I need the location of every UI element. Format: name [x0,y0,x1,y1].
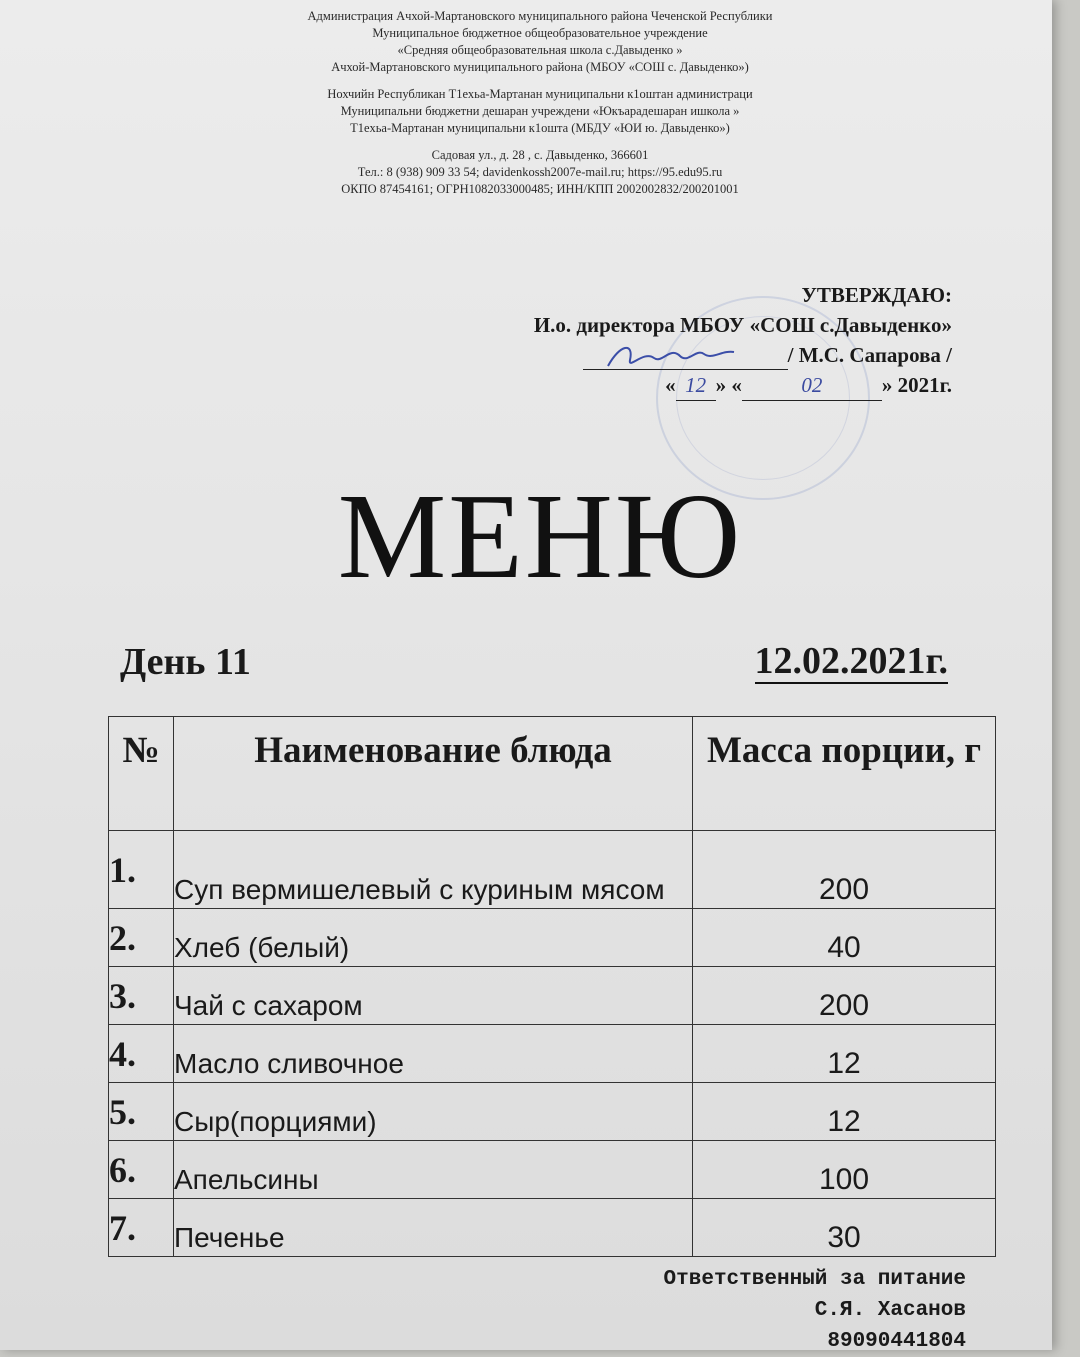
portion-mass: 30 [693,1199,996,1257]
table-row [109,1141,996,1199]
portion-mass: 200 [693,967,996,1025]
row-number: 6. [109,1141,174,1199]
approval-title: УТВЕРЖДАЮ: [801,283,952,307]
letterhead-line: Тел.: 8 (938) 909 33 54; davidenkossh2007e-mail.ru; https://95.edu95.ru [357,165,723,179]
header-number: № [109,717,174,831]
approval-month: 02 [742,370,882,401]
page-title: МЕНЮ [337,469,743,604]
approval-year: » 2021г. [881,373,952,397]
menu-date: 12.02.2021г. [754,640,948,682]
letterhead-line: Садовая ул., д. 28 , с. Давыденко, 366601 [431,148,649,162]
portion-mass: 12 [693,1083,996,1141]
letterhead-line: ОКПО 87454161; ОГРН1082033000485; ИНН/КПП 2002002832/200201001 [341,182,739,196]
approval-block [392,280,952,401]
dish-name: Сыр(порциями) [174,1083,693,1141]
letterhead-line: «Средняя общеобразовательная школа с.Давыденко » [397,43,683,57]
table-row [109,909,996,967]
responsible-block [664,1264,966,1357]
approval-day: 12 [676,370,716,401]
day-label: День 11 [120,641,251,683]
table-row [109,1199,996,1257]
table-row [109,831,996,909]
dish-name: Хлеб (белый) [174,909,693,967]
table-header-row [109,717,996,831]
letterhead-line: Муниципальное бюджетное общеобразовательное учреждение [372,26,708,40]
portion-mass: 100 [693,1141,996,1199]
dish-name: Масло сливочное [174,1025,693,1083]
approval-date [392,370,952,401]
letterhead-line: Ачхой-Мартановского муниципального района (МБОУ «СОШ с. Давыденко») [331,60,749,74]
row-number: 1. [109,831,174,909]
letterhead-line: Администрация Ачхой-Мартановского муниципального района Чеченской Республики [307,9,773,23]
dish-name: Апельсины [174,1141,693,1199]
table-row [109,967,996,1025]
letterhead-line: Муниципальни бюджетни дешаран учреждени «Юкъарадешаран ишкола » [340,104,740,118]
table-row [109,1025,996,1083]
responsible-name: С.Я. Хасанов [814,1299,966,1322]
portion-mass: 12 [693,1025,996,1083]
approver-name: / М.С. Сапарова / [787,343,952,367]
responsible-label: Ответственный за питание [663,1268,966,1291]
dish-name: Печенье [174,1199,693,1257]
approval-position: И.о. директора МБОУ «СОШ с.Давыденко» [533,313,952,337]
header-dish-name: Наименование блюда [174,717,693,831]
letterhead-line: Т1ехьа-Мартанан муниципальни к1ошта (МБДУ «ЮИ ю. Давыденко») [350,121,730,135]
row-number: 4. [109,1025,174,1083]
row-number: 3. [109,967,174,1025]
dish-name: Суп вермишелевый с куриным мясом [174,831,693,909]
quote-mark: » « [715,373,742,397]
portion-mass: 40 [693,909,996,967]
quote-mark: « [665,373,676,397]
table-row [109,1083,996,1141]
responsible-phone: 89090441804 [827,1330,966,1353]
letterhead-line: Нохчийн Республикан Т1ехьа-Мартанан муниципальни к1оштан администраци [327,87,753,101]
row-number: 2. [109,909,174,967]
row-number: 7. [109,1199,174,1257]
dish-name: Чай с сахаром [174,967,693,1025]
header-portion-mass: Масса порции, г [693,717,996,831]
row-number: 5. [109,1083,174,1141]
portion-mass: 200 [693,831,996,909]
approval-signature-line [392,340,952,370]
letterhead [250,8,830,198]
signature-line [583,349,788,370]
menu-table [108,716,996,1257]
